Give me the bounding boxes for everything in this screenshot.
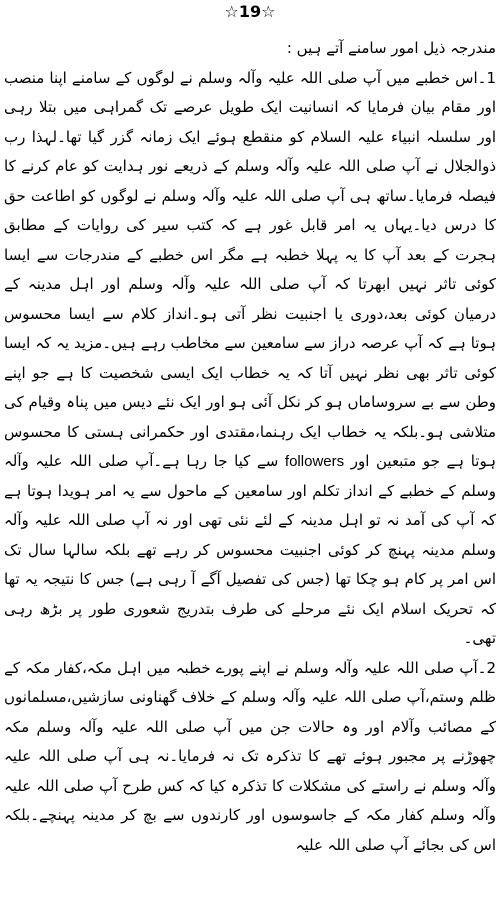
intro-line: مندرجہ ذیل امور سامنے آتے ہیں : <box>286 39 496 57</box>
paragraph-point-2: 2۔آپ صلی اللہ علیہ وآلہ وسلم نے اپنے پورے خطبہ میں اہل مکہ،کفار مکہ کے ظلم وستم،آپ صلی اللہ علیہ وآلہ وسلم کے خلاف گھناونی سازشیں،مسلمانوں کے مصائب وآلام اور وہ حالات جن میں آپ صلی اللہ علیہ وآلہ وسلم مکہ چھوڑنے پر مجبور ہوئے تھے کا تذکرہ تک نہ فرمایا۔نہ ہی آپ صلی اللہ علیہ وآلہ وسلم نے راستے کی مشکلات کا تذکرہ کیا کہ کس طرح آپ صلی اللہ علیہ وآلہ وسلم کفار مکہ کے جاسوسوں اور کارندوں سے بچ کر مدینہ پہنچے۔بلکہ اس کی بجائے آپ صلی اللہ علیہ <box>4 658 496 854</box>
document-body <box>4 34 496 860</box>
english-term: followers <box>284 453 345 470</box>
paragraph-point-1 <box>4 64 496 654</box>
point-1-text-part-2: سے کیا جا رہا ہے۔آپ صلی اللہ علیہ وآلہ وسلم کے خطبے کے انداز تکلم اور سامعین کے ماحول سے یہ امر ہویدا ہوتا ہے کہ آپ کی آمد نہ تو اہل مدینہ کے لئے نئی تھی اور نہ آپ صلی اللہ علیہ وآلہ وسلم مدینہ پہنچ کر کوئی اجنبیت محسوس کر رہے تھے بلکہ سالہا سال تک اس امر پر کام ہو چکا تھا (جس کی تفصیل آگے آ رہی ہے) جس کا نتیجہ یہ تھا کہ تحریک اسلام ایک نئے مرحلے کی طرف بتدریج شعوری طور پر بڑھ رہی تھی۔ <box>4 452 496 647</box>
point-1-text-part-1: 1۔اس خطبے میں آپ صلی اللہ علیہ وآلہ وسلم نے لوگوں کے سامنے اپنا منصب اور مقام بیان فرمایا کہ انسانیت ایک طویل عرصے تک گمراہی میں بتلا رہی اور سلسلہ انبیاء علیہ السلام کو منقطع ہوئے ایک زمانہ گزر گیا تھا۔لہذا رب ذوالجلال نے آپ صلی اللہ علیہ وآلہ وسلم کے ذریعے نور ہدایت کو عام کرنے کا فیصلہ فرمایا۔ساتھ ہی آپ صلی اللہ علیہ وآلہ وسلم نے لوگوں کو اطاعت حق کا درس دیا۔یہاں یہ امر قابل غور ہے کہ کتب سیر کی روایات کے مطابق ہجرت کے بعد آپ کا یہ پہلا خطبہ ہے مگر اس خطبے کے مندرجات سے ایسا کوئی تاثر نہیں ابھرتا کہ آپ صلی اللہ علیہ وآلہ وسلم اور اہل مدینہ کے درمیان کوئی بعد،دوری یا اجنبیت نظر آتی ہو۔انداز کلام سے ایسا محسوس ہوتا ہے کہ آپ عرصہ دراز سے سامعین سے مخاطب رہے ہیں۔مزید یہ کہ ایسا کوئی تاثر بھی نظر نہیں آتا کہ یہ خطاب ایک ایسی شخصیت کا ہے جو اپنے وطن سے بے سروساماں ہو کر نکل آئی ہو اور ایک نئے دیس میں پناہ وقیام کی متلاشی ہو۔بلکہ یہ خطاب ایک رہنما،مقتدی اور حکمرانی ہستی کا محسوس ہوتا ہے جو متبعین اور <box>4 68 496 470</box>
page-number: ☆19☆ <box>224 2 276 21</box>
